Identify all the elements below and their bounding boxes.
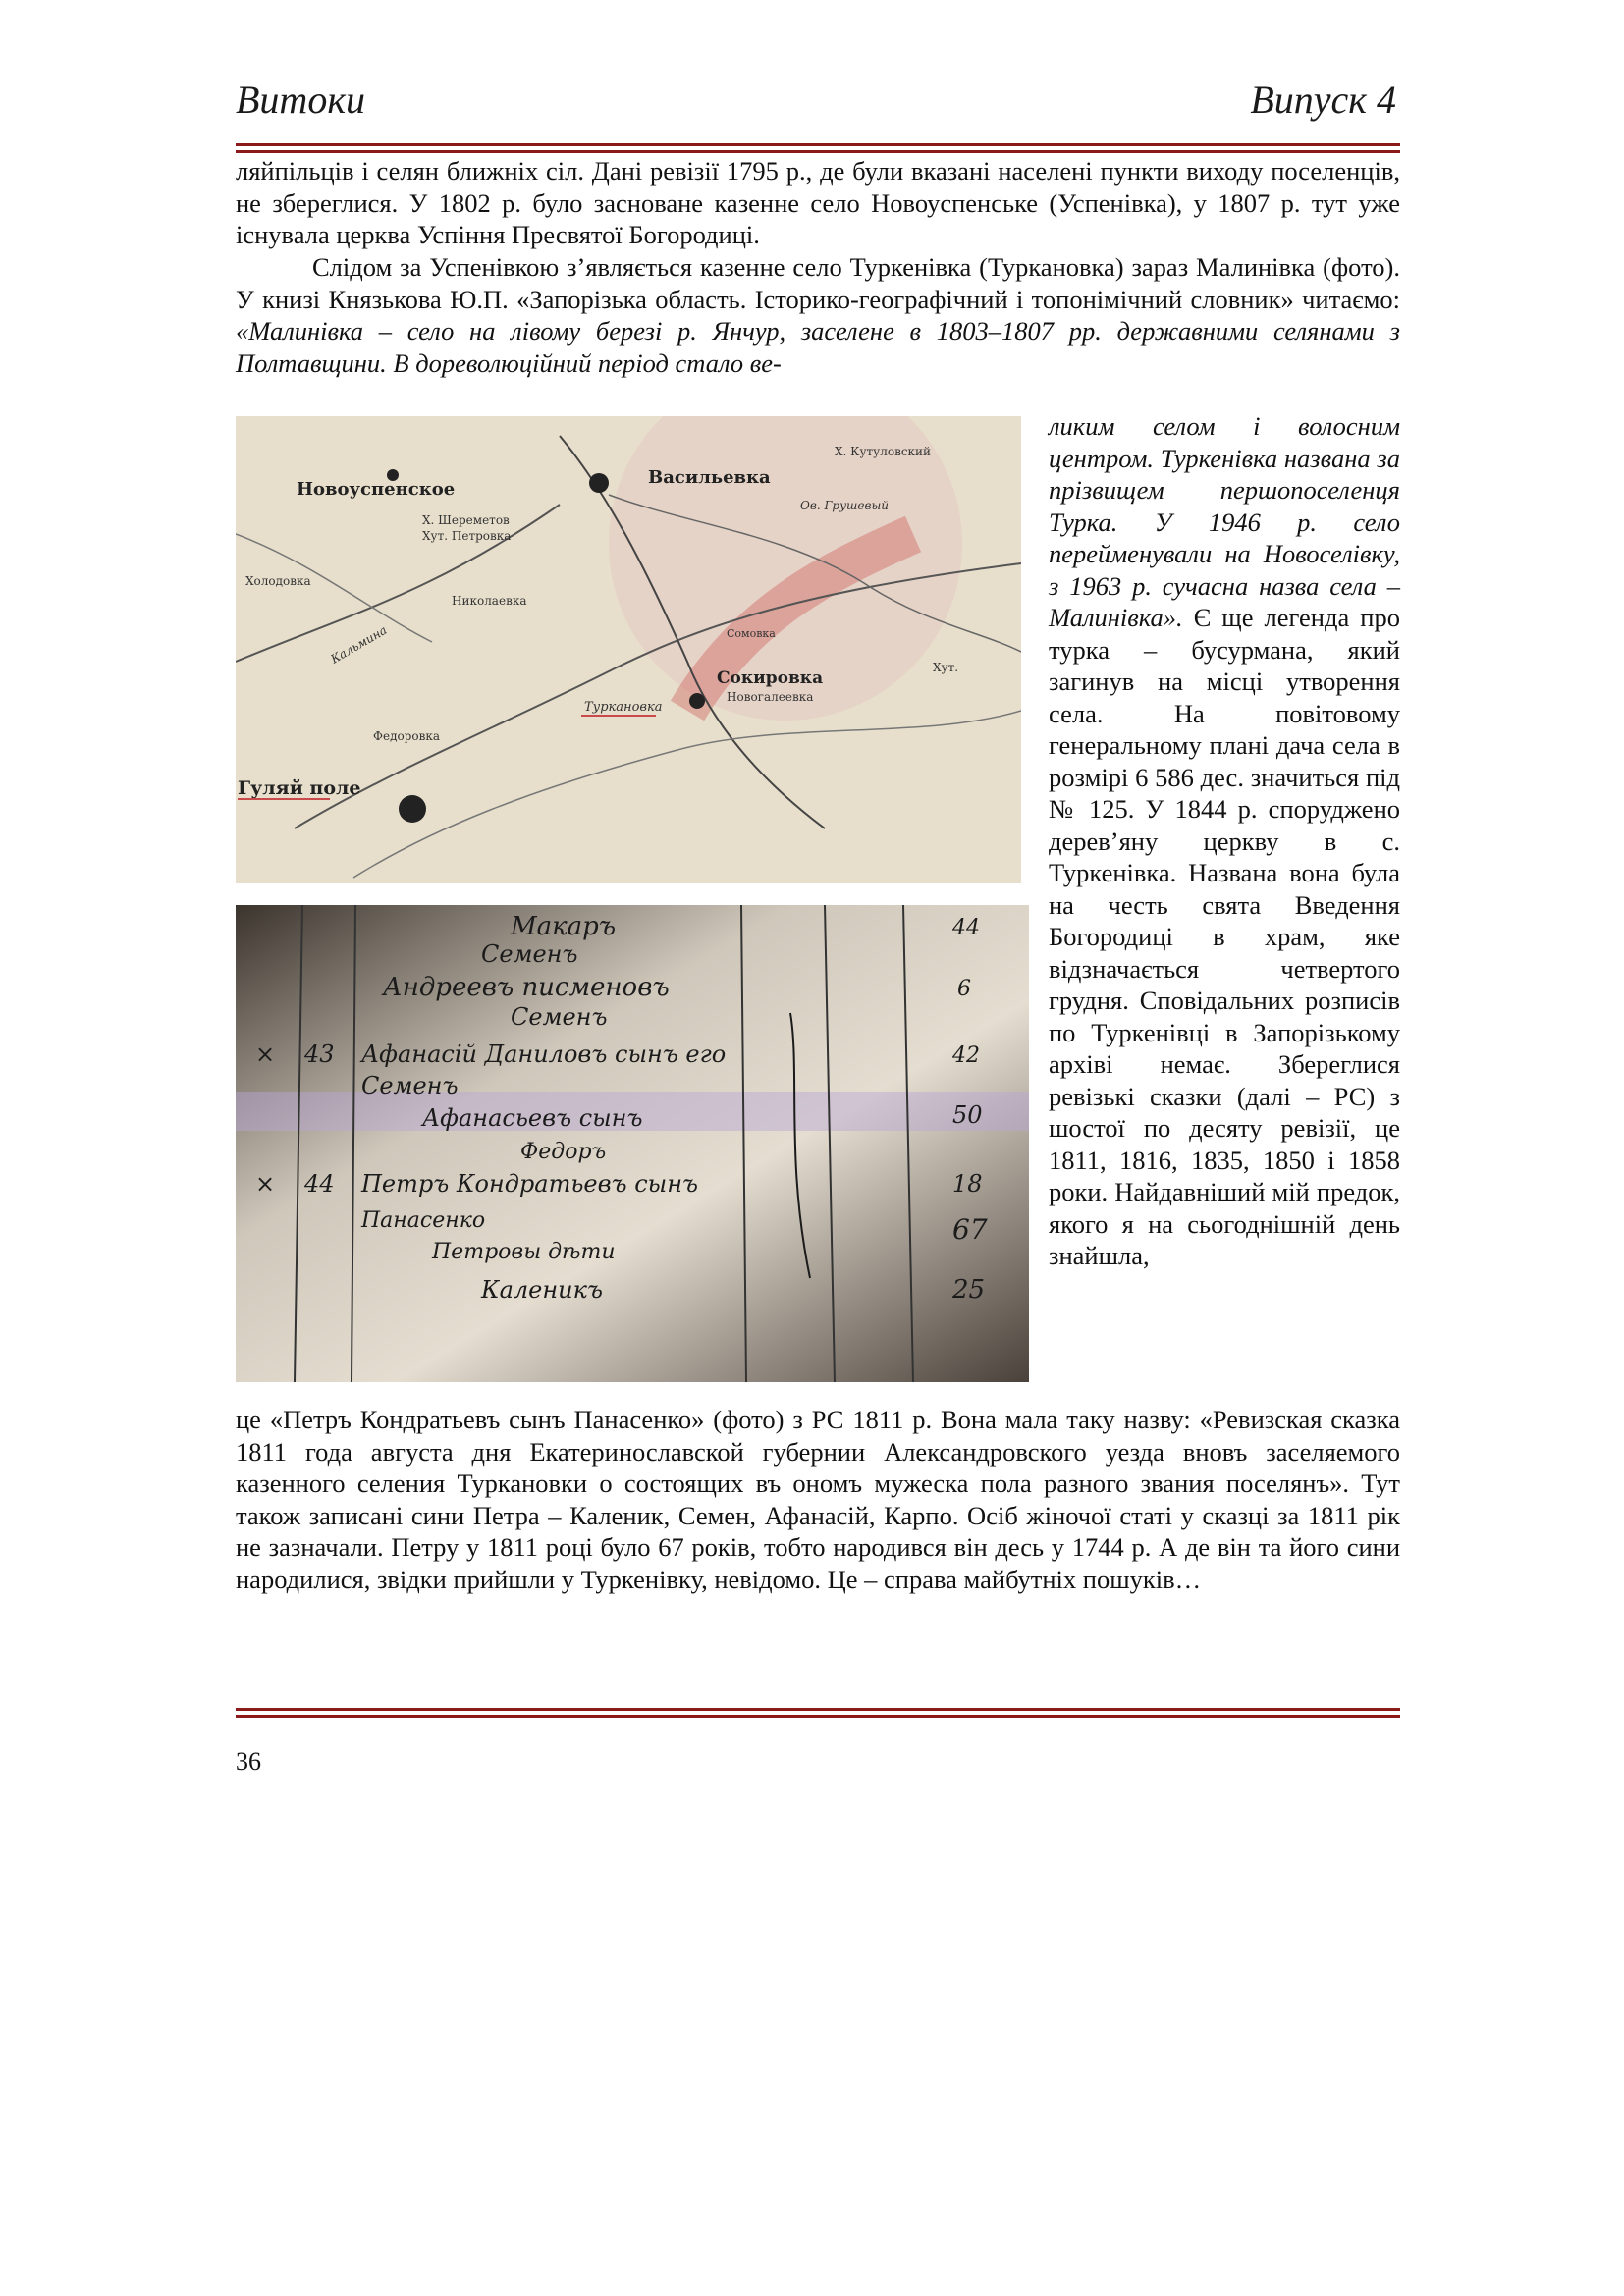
age-value: 50	[952, 1101, 983, 1129]
map-label: Ов. Грушевый	[800, 499, 889, 512]
running-header-left: Витоки	[236, 78, 366, 122]
manuscript-line: Афанасьевъ сынъ	[422, 1104, 643, 1132]
wrapped-text: Є ще легенда про турка – бусурмана, який загинув на місці утворення села. На повітовому генеральному плані дача села в розмірі 6 586 дес. значиться під № 125. У 1844 р. споруджено дерев’яну церкву в с. Туркенівка. Названа вона була на честь свята Введення Богородиці в храм, яке відзначається четвертого грудня. Сповідальних розписів по Туркенівці в Запорізькому архіві немає. Збереглися ревізькі сказки (далі – РС) з шостої по десяту ревізії, це 1811, 1816, 1835, 1850 і 1858 роки. Найдавніший мій предок, якого я на сьогоднішній день знайшла,	[1049, 603, 1400, 1270]
map-label: Николаевка	[452, 594, 527, 608]
map-label: Васильевка	[648, 467, 771, 488]
map-label: Сомовка	[727, 627, 776, 640]
map-label: Х. Кутуловский	[835, 445, 932, 458]
quote-continuation: ликим селом і волосним центром. Туркенівка названа за прізвищем першопоселенця Турка. У 1946 р. село перейменували на Новоселівку, з 1963 р. сучасна назва села – Малинівка».	[1049, 411, 1400, 632]
map-label: Кальмина	[328, 622, 390, 667]
historical-map	[236, 416, 1021, 883]
age-value: 25	[952, 1275, 986, 1305]
manuscript-line: Федоръ	[520, 1140, 607, 1164]
age-value: 6	[957, 977, 971, 1001]
row-number: 43	[304, 1041, 335, 1068]
manuscript-line: Семенъ	[361, 1072, 459, 1099]
footer-rule	[236, 1708, 1400, 1718]
cross-mark: ×	[255, 1170, 276, 1198]
manuscript-line: Панасенко	[361, 1208, 486, 1233]
paragraph-1	[236, 155, 1400, 251]
revision-tale-scan	[236, 905, 1029, 1382]
manuscript-line: Петръ Кондратьевъ сынъ	[361, 1170, 699, 1198]
map-label: Новогалеевка	[727, 690, 814, 704]
map-label: Хут.	[933, 661, 959, 674]
age-value: 18	[952, 1170, 983, 1198]
age-value: 42	[952, 1043, 980, 1068]
paragraph-3-text: це «Петръ Кондратьевъ сынъ Панасенко» (фото) з РС 1811 р. Вона мала таку назву: «Ревизская сказка 1811 года августа дня Екатеринославской губернии Александровского уезда вновъ заселяемого казенного селения Туркановки о состоящих въ ономъ мужеска пола разного звания поселянъ». Тут також записані сини Петра – Каленик, Семен, Афанасій, Карпо. Осіб жіночої статі у сказці за 1811 рік не зазначали. Петру у 1811 році було 67 років, тобто народився він десь у 1744 р. А де він та його сини народилися, звідки прийшли у Туркенівку, невідомо. Це – справа майбутніх пошуків…	[236, 1405, 1400, 1594]
paragraph-1-text: ляйпільців і селян ближніх сіл. Дані ревізії 1795 р., де були вказані населені пункти виходу поселенців, не збереглися. У 1802 р. було засноване казенне село Новоуспенське (Успенівка), у 1807 р. тут уже існувала церква Успіння Пресвятої Богородиці.	[236, 156, 1400, 249]
map-label: Федоровка	[373, 729, 440, 743]
manuscript-line: Макаръ	[511, 912, 617, 941]
manuscript-photo	[236, 905, 1029, 1382]
manuscript-line: Афанасій Даниловъ сынъ его	[361, 1041, 727, 1068]
paragraph-3	[236, 1404, 1400, 1595]
manuscript-line: Петровы дѣти	[432, 1240, 616, 1264]
page-number: 36	[236, 1747, 261, 1776]
row-number: 44	[304, 1170, 335, 1198]
map-label: Сокировка	[717, 668, 824, 688]
map-label: Туркановка	[584, 700, 663, 715]
map-label: Хут. Петровка	[422, 529, 512, 543]
map-label: Холодовка	[245, 574, 311, 588]
manuscript-line: Андреевъ писменовъ	[383, 973, 670, 1002]
age-value: 44	[952, 916, 980, 940]
manuscript-line: Семенъ	[511, 1003, 608, 1031]
header-rule	[236, 143, 1400, 153]
map-image	[236, 416, 1021, 883]
wrapped-text-column	[1049, 410, 1400, 1272]
paragraph-2-text: Слідом за Успенівкою з’являється казенне село Туркенівка (Туркановка) зараз Малинівка (фото). У книзі Князькова Ю.П. «Запорізька область. Історико-географічний і топонімічний словник» читаємо:	[236, 252, 1400, 314]
paragraph-2	[236, 251, 1400, 379]
map-label: Новоуспенское	[297, 479, 456, 500]
manuscript-line: Семенъ	[481, 940, 578, 968]
map-label: Гуляй поле	[238, 777, 361, 799]
running-header-right: Випуск 4	[1250, 78, 1396, 122]
cross-mark: ×	[255, 1041, 276, 1068]
quote-text: «Малинівка – село на лівому березі р. Янчур, заселене в 1803–1807 рр. державними селянами з Полтавщини. В дореволюційний період стало ве-	[236, 316, 1400, 378]
manuscript-line: Каленикъ	[481, 1276, 603, 1304]
age-value: 67	[952, 1213, 988, 1246]
map-label: Х. Шереметов	[422, 513, 510, 527]
